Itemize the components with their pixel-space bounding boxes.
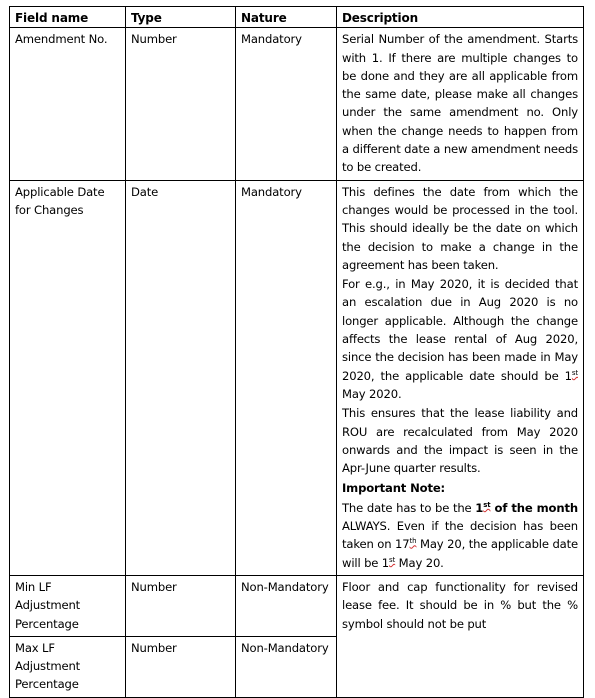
cell-type: Number [126,28,236,180]
ordinal-suffix: st [389,555,396,564]
cell-field: Min LF Adjustment Percentage [10,575,126,636]
cell-description [337,575,584,697]
header-type: Type [126,7,236,28]
cell-field: Amendment No. [10,28,126,180]
header-nature: Nature [236,7,337,28]
description-paragraph-3: This ensures that the lease liability and ROU are recalculated from May 2020 onwards and the impact is seen in the Apr-June quarter results. [342,406,578,476]
description-text: For e.g., in May 2020, it is decided that an escalation due in Aug 2020 is no longer applicable. Although the change affects the lease rental of Aug 2020, since the decision has been made in May 2020, the applicable date should be 1 [342,277,578,383]
table-header-row [10,7,584,28]
description-text: Serial Number of the amendment. Starts with 1. If there are multiple changes to be done and they are all applicable from the same date, please make all changes under the same amendment no. Only when the change needs to happen from a different date a new amendment needs to be created. [342,32,578,175]
cell-description [337,180,584,575]
description-paragraph-1: This defines the date from which the changes would be processed in the tool. This should ideally be the date on which the decision to make a change in the agreement has been taken. [342,184,578,272]
ordinal-suffix: th [409,537,417,546]
description-text: Floor and cap functionality for revised lease fee. It should be in % but the % symbol should not be put [342,579,578,631]
cell-nature: Non-Mandatory [236,575,337,636]
field-spec-table [9,6,584,698]
note-text: The date has to be the [342,500,476,515]
cell-nature: Mandatory [236,180,337,575]
table-row [10,575,584,636]
ordinal-suffix: st [483,500,491,509]
table-row [10,180,584,575]
cell-description [337,28,584,180]
note-emphasis-text: of the month [490,500,578,515]
cell-type: Number [126,575,236,636]
description-text: May 2020. [342,386,402,401]
description-paragraph-2 [342,275,578,403]
header-description: Description [337,7,584,28]
header-field-name: Field name [10,7,126,28]
ordinal-suffix: st [571,368,578,377]
cell-type: Date [126,180,236,575]
important-note-text [342,499,578,572]
note-text: ALWAYS. Even if the decision has been taken on 17 [342,519,578,552]
note-text: May 20. [395,555,444,570]
table-row [10,28,584,180]
note-text: May 20, the applicable date will be 1 [342,537,578,570]
note-emphasis-text: 1 [475,500,484,515]
important-note-title: Important Note: [342,481,446,496]
note-emphasis [475,501,578,515]
cell-field: Applicable Date for Changes [10,180,126,575]
cell-nature: Mandatory [236,28,337,180]
cell-field: Max LF Adjustment Percentage [10,636,126,697]
cell-nature: Non-Mandatory [236,636,337,697]
cell-type: Number [126,636,236,697]
